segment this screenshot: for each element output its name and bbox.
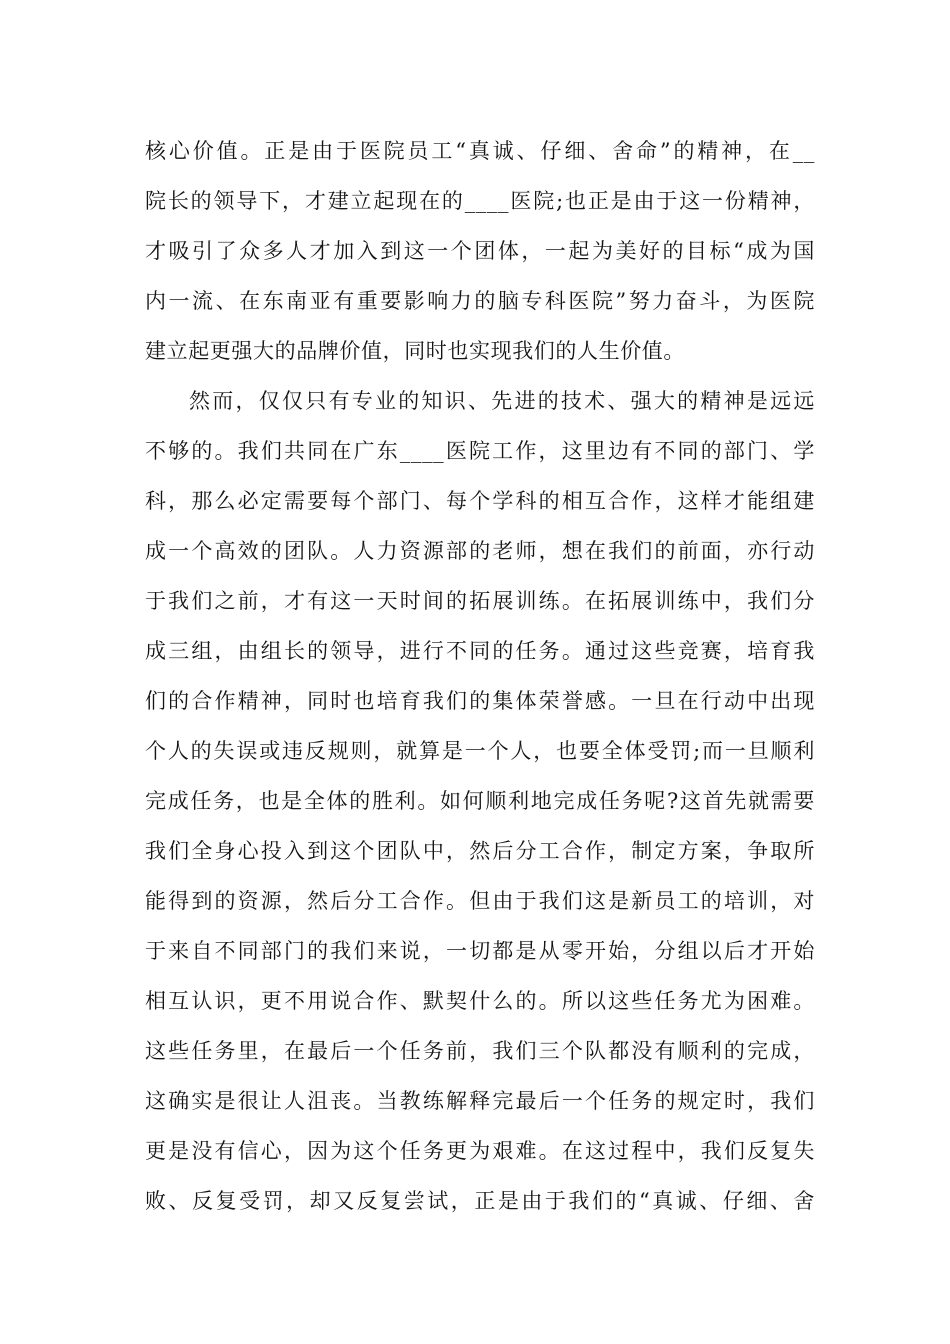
- text-line: 于来自不同部门的我们来说，一切都是从零开始，分组以后才开始: [145, 939, 815, 963]
- text-line: 然而，仅仅只有专业的知识、先进的技术、强大的精神是远远: [189, 389, 815, 413]
- text-line: 这确实是很让人沮丧。当教练解释完最后一个任务的规定时，我们: [145, 1089, 815, 1113]
- text-line: 科，那么必定需要每个部门、每个学科的相互合作，这样才能组建: [145, 489, 815, 513]
- text-line: 相互认识，更不用说合作、默契什么的。所以这些任务尤为困难。: [145, 989, 815, 1013]
- text-line: 完成任务，也是全体的胜利。如何顺利地完成任务呢?这首先就需要: [145, 789, 815, 813]
- text-line: 建立起更强大的品牌价值，同时也实现我们的人生价值。: [145, 339, 685, 363]
- text-line: 这些任务里，在最后一个任务前，我们三个队都没有顺利的完成，: [145, 1039, 815, 1063]
- text-line: 成三组，由组长的领导，进行不同的任务。通过这些竞赛，培育我: [145, 639, 815, 663]
- text-line: 成一个高效的团队。人力资源部的老师，想在我们的前面，亦行动: [145, 539, 815, 563]
- text-line: 们的合作精神，同时也培育我们的集体荣誉感。一旦在行动中出现: [145, 689, 815, 713]
- body-text: [145, 126, 815, 1226]
- text-line: 院长的领导下，才建立起现在的____医院;也正是由于这一份精神，: [145, 189, 815, 213]
- text-line: 核心价值。正是由于医院员工“真诚、仔细、舍命”的精神，在__: [145, 139, 815, 163]
- text-line: 个人的失误或违反规则，就算是一个人，也要全体受罚;而一旦顺利: [145, 739, 815, 763]
- text-line: 不够的。我们共同在广东____医院工作，这里边有不同的部门、学: [145, 439, 815, 463]
- text-line: 败、反复受罚，却又反复尝试，正是由于我们的“真诚、仔细、舍: [145, 1189, 815, 1213]
- text-line: 更是没有信心，因为这个任务更为艰难。在这过程中，我们反复失: [145, 1139, 815, 1163]
- text-line: 我们全身心投入到这个团队中，然后分工合作，制定方案，争取所: [145, 839, 815, 863]
- text-line: 能得到的资源，然后分工合作。但由于我们这是新员工的培训，对: [145, 889, 815, 913]
- text-line: 才吸引了众多人才加入到这一个团体，一起为美好的目标“成为国: [145, 239, 815, 263]
- text-line: 于我们之前，才有这一天时间的拓展训练。在拓展训练中，我们分: [145, 589, 815, 613]
- text-line: 内一流、在东南亚有重要影响力的脑专科医院”努力奋斗，为医院: [145, 289, 815, 313]
